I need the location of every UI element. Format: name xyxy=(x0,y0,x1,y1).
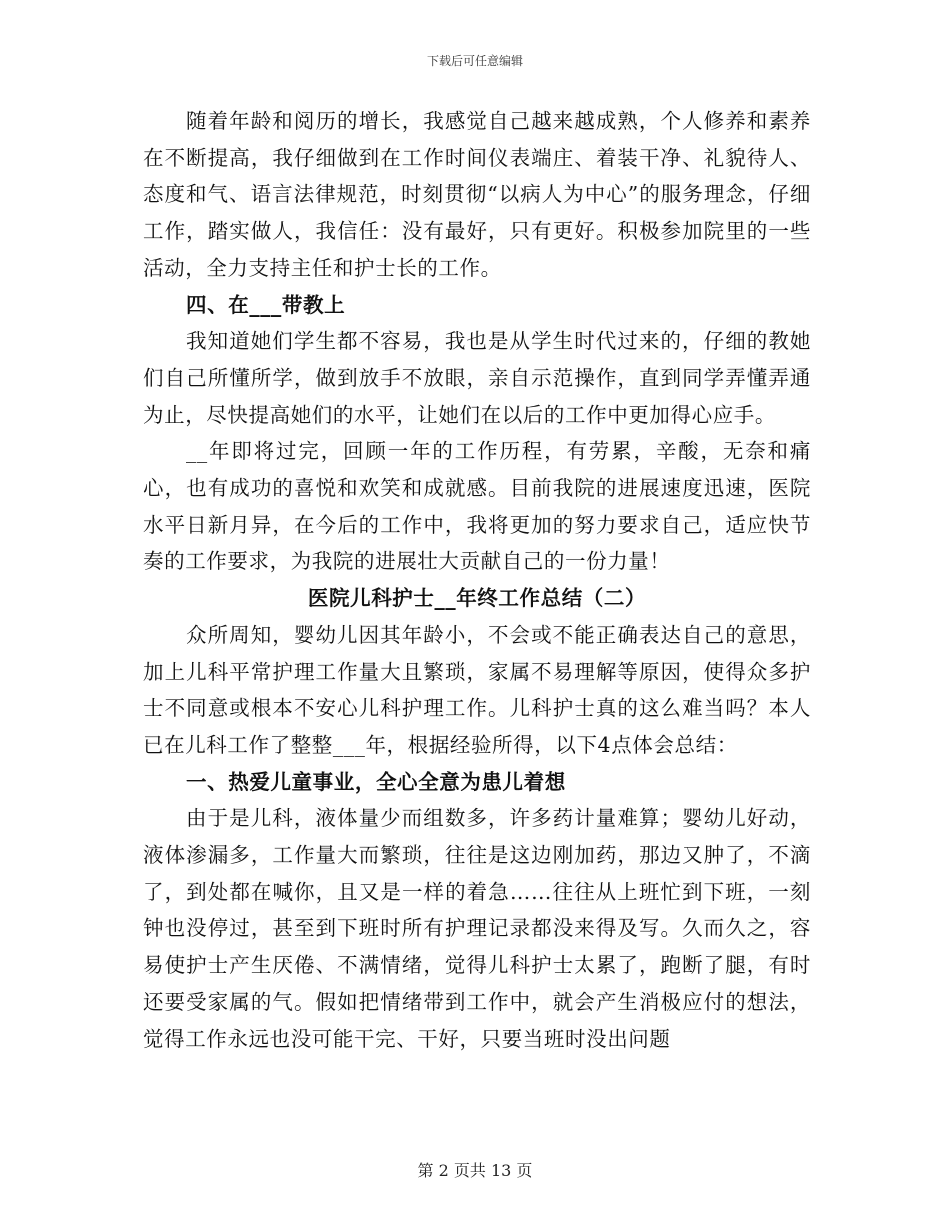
document-body xyxy=(143,103,811,1057)
paragraph-self-cultivation: 随着年龄和阅历的增长，我感觉自己越来越成熟，个人修养和素养在不断提高，我仔细做到在工作时间仪表端庄、着装干净、礼貌待人、态度和气、语言法律规范，时刻贯彻“以病人为中心”的服务理念，仔细工作，踏实做人，我信任：没有最好，只有更好。积极参加院里的一些活动，全力支持主任和护士长的工作。 xyxy=(143,109,811,280)
section-heading-love-children: 一、热爱儿童事业，全心全意为患儿着想 xyxy=(186,769,566,794)
section-heading-teaching: 四、在___带教上 xyxy=(186,292,346,317)
page-footer: 第 2 页共 13 页 xyxy=(417,1161,533,1180)
document-title-part-two: 医院儿科护士__年终工作总结（二） xyxy=(307,586,647,611)
paragraph-introduction: 众所周知，婴幼儿因其年龄小，不会或不能正确表达自己的意思，加上儿科平常护理工作量大且繁琐，家属不易理解等原因，使得众多护士不同意或根本不安心儿科护理工作。儿科护士真的这么难当吗？本人已在儿科工作了整整___年，根据经验所得，以下4点体会总结： xyxy=(143,622,811,757)
paragraph-teaching: 我知道她们学生都不容易，我也是从学生时代过来的，仔细的教她们自己所懂所学，做到放手不放眼，亲自示范操作，直到同学弄懂弄通为止，尽快提高她们的水平，让她们在以后的工作中更加得心应手。 xyxy=(143,329,811,427)
paragraph-year-review: __年即将过完，回顾一年的工作历程，有劳累，辛酸，无奈和痛心，也有成功的喜悦和欢笑和成就感。目前我院的进展速度迅速，医院水平日新月异，在今后的工作中，我将更加的努力要求自己，适应快节奏的工作要求，为我院的进展壮大贡献自己的一份力量！ xyxy=(143,439,811,574)
page-header: 下载后可任意编辑 xyxy=(426,54,523,68)
paragraph-pediatric-work: 由于是儿科，液体量少而组数多，许多药计量难算；婴幼儿好动，液体渗漏多，工作量大而繁琐，往往是这边刚加药，那边又肿了，不滴了，到处都在喊你，且又是一样的着急……往往从上班忙到下班，一刻钟也没停过，甚至到下班时所有护理记录都没来得及写。久而久之，容易使护士产生厌倦、不满情绪，觉得儿科护士太累了，跑断了腿，有时还要受家属的气。假如把情绪带到工作中，就会产生消极应付的想法，觉得工作永远也没可能干完、干好，只要当班时没出问题 xyxy=(143,806,811,1051)
